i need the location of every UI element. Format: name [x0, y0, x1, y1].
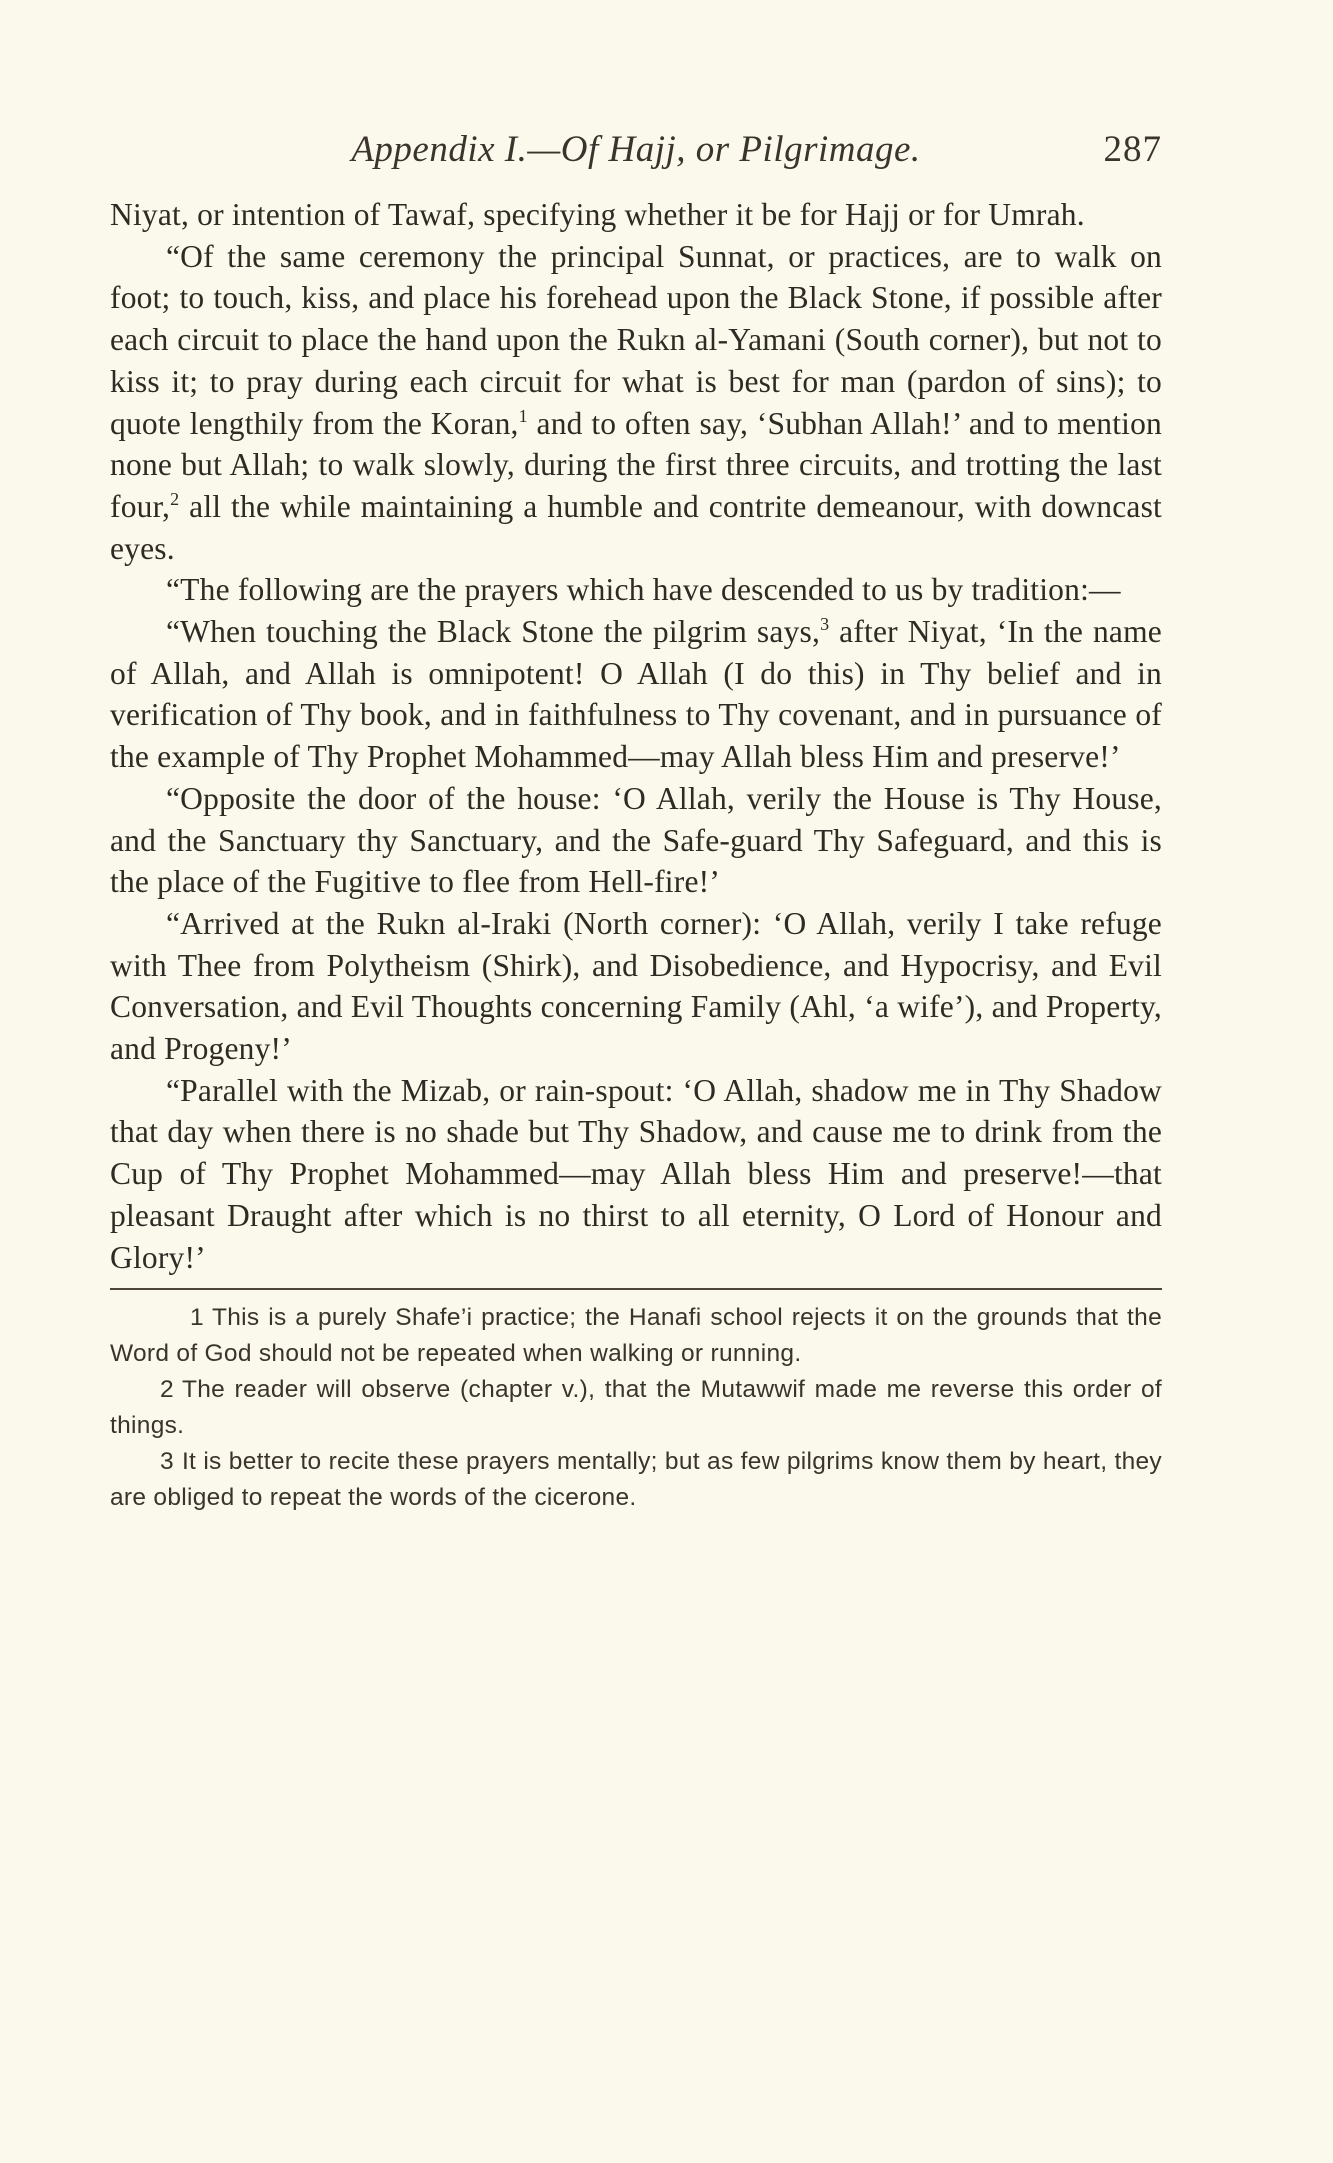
paragraph — [110, 236, 1162, 570]
footnote-number: 3 — [160, 1448, 174, 1476]
footnote — [110, 1300, 1162, 1372]
footnote-text: This is a purely Shafe’i practice; the Hanafi school rejects it on the grounds that the Word of God should not be repeated when walking or running. — [110, 1304, 1162, 1368]
paragraph — [110, 903, 1162, 1070]
text-run: “When touching the Black Stone the pilgrim says, — [166, 614, 821, 650]
footnote-ref: 2 — [170, 488, 180, 509]
body-text — [110, 194, 1162, 1278]
footnotes — [110, 1300, 1162, 1516]
text-run: “Arrived at the Rukn al-Iraki (North corner): ‘O Allah, verily I take refuge with Thee from Polytheism (Shirk), and Disobedience, and Hypocrisy, and Evil Conversation, and Evil Thoughts concerning Family (Ahl, ‘a wife’), and Property, and Progeny!’ — [110, 905, 1162, 1067]
paragraph — [110, 611, 1162, 778]
page-number: 287 — [1103, 129, 1162, 170]
footnote — [110, 1444, 1162, 1516]
footnote-text: It is better to recite these prayers mentally; but as few pilgrims know them by heart, they are obliged to repeat the words of the cicerone. — [110, 1448, 1162, 1512]
footnote-text: The reader will observe (chapter v.), that the Mutawwif made me reverse this order of things. — [110, 1376, 1162, 1440]
footnote-number: 1 — [190, 1304, 204, 1332]
text-run: “Of the same ceremony the principal Sunnat, or practices, are to walk on foot; to touch, kiss, and place his forehead upon the Black Stone, if possible after each circuit to place the hand upon the Rukn al-Yamani (South corner), but not to kiss it; to pray during each circuit for what is best for man (pardon of sins); to quote lengthily from the Koran, — [110, 238, 1162, 441]
page-header — [110, 128, 1162, 188]
text-run: after Niyat, ‘In the name of Allah, and Allah is omnipotent! O Allah (I do this) in Thy belief and in verification of Thy book, and in faithfulness to Thy covenant, and in pursuance of the example of Thy Prophet Mohammed—may Allah bless Him and preserve!’ — [110, 614, 1162, 775]
footnote-ref: 3 — [820, 614, 830, 635]
footnote-rule — [110, 1288, 1162, 1290]
footnote — [110, 1372, 1162, 1444]
paragraph — [110, 778, 1162, 903]
paragraph — [110, 194, 1162, 236]
book-page — [110, 128, 1162, 1516]
text-run: all the while maintaining a humble and contrite demeanour, with downcast eyes. — [110, 488, 1162, 566]
text-run: “Opposite the door of the house: ‘O Allah, verily the House is Thy House, and the Sanctuary thy Sanctuary, and the Safe-guard Thy Safeguard, and this is the place of the Fugitive to flee from Hell-fire!’ — [110, 780, 1162, 900]
text-run: “Parallel with the Mizab, or rain-spout: ‘O Allah, shadow me in Thy Shadow that day when there is no shade but Thy Shadow, and cause me to drink from the Cup of Thy Prophet Mohammed—may Allah bless Him and preserve!—that pleasant Draught after which is no thirst to all eternity, O Lord of Honour and Glory!’ — [110, 1072, 1162, 1275]
text-run: “The following are the prayers which have descended to us by tradition:— — [166, 572, 1121, 608]
running-head: Appendix I.—Of Hajj, or Pilgrimage. — [351, 129, 921, 170]
text-run: and to often say, ‘Subhan Allah!’ and to mention none but Allah; to walk slowly, during the first three circuits, and trotting the last four, — [110, 405, 1163, 524]
footnote-ref: 1 — [518, 405, 528, 426]
text-run: Niyat, or intention of Tawaf, specifying whether it be for Hajj or for Umrah. — [110, 197, 1085, 232]
paragraph — [110, 1070, 1162, 1279]
footnote-number: 2 — [160, 1376, 174, 1404]
paragraph — [110, 569, 1162, 611]
